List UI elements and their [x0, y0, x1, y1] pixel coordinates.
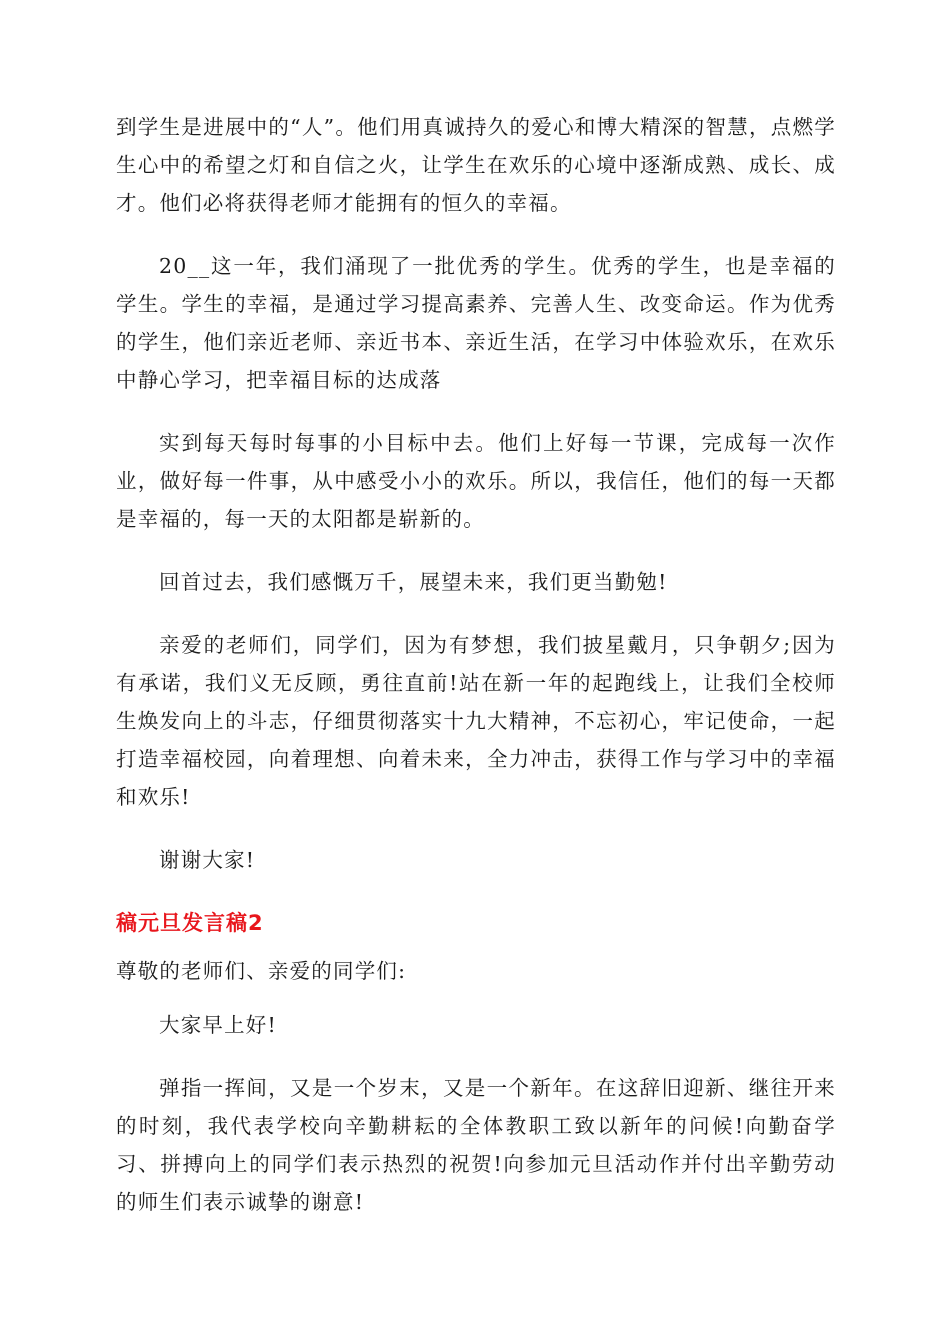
paragraph-5: 亲爱的老师们，同学们，因为有梦想，我们披星戴月，只争朝夕;因为有承诺，我们义无反顾，勇往直前!站在新一年的起跑线上，让我们全校师生焕发向上的斗志，仔细贯彻落实十九大精神，不忘初心，牢记使命，一起打造幸福校园，向着理想、向着未来，全力冲击，获得工作与学习中的幸福和欢乐!: [116, 633, 836, 809]
paragraph-7: 弹指一挥间，又是一个岁末，又是一个新年。在这辞旧迎新、继往开来的时刻，我代表学校向辛勤耕耘的全体教职工致以新年的问候!向勤奋学习、拼搏向上的同学们表示热烈的祝贺!向参加元旦活动作并付出辛勤劳动的师生们表示诚挚的谢意!: [116, 1076, 836, 1214]
greeting: 大家早上好!: [159, 1013, 277, 1037]
paragraph-2: 20__这一年，我们涌现了一批优秀的学生。优秀的学生，也是幸福的学生。学生的幸福，是通过学习提高素养、完善人生、改变命运。作为优秀的学生，他们亲近老师、亲近书本、亲近生活，在学习中体验欢乐，在欢乐中静心学习，把幸福目标的达成落: [116, 254, 836, 392]
paragraph-6: 谢谢大家!: [159, 848, 256, 872]
salutation: 尊敬的老师们、亲爱的同学们:: [116, 959, 407, 983]
section-heading: 稿元旦发言稿2: [116, 911, 264, 935]
document-body: [116, 108, 836, 1246]
paragraph-3: 实到每天每时每事的小目标中去。他们上好每一节课，完成每一次作业，做好每一件事，从中感受小小的欢乐。所以，我信任，他们的每一天都是幸福的，每一天的太阳都是崭新的。: [116, 431, 836, 531]
paragraph-1: 到学生是进展中的“人”。他们用真诚持久的爱心和博大精深的智慧，点燃学生心中的希望之灯和自信之火，让学生在欢乐的心境中逐渐成熟、成长、成才。他们必将获得老师才能拥有的恒久的幸福。: [116, 115, 836, 215]
paragraph-4: 回首过去，我们感慨万千，展望未来，我们更当勤勉!: [159, 570, 668, 594]
